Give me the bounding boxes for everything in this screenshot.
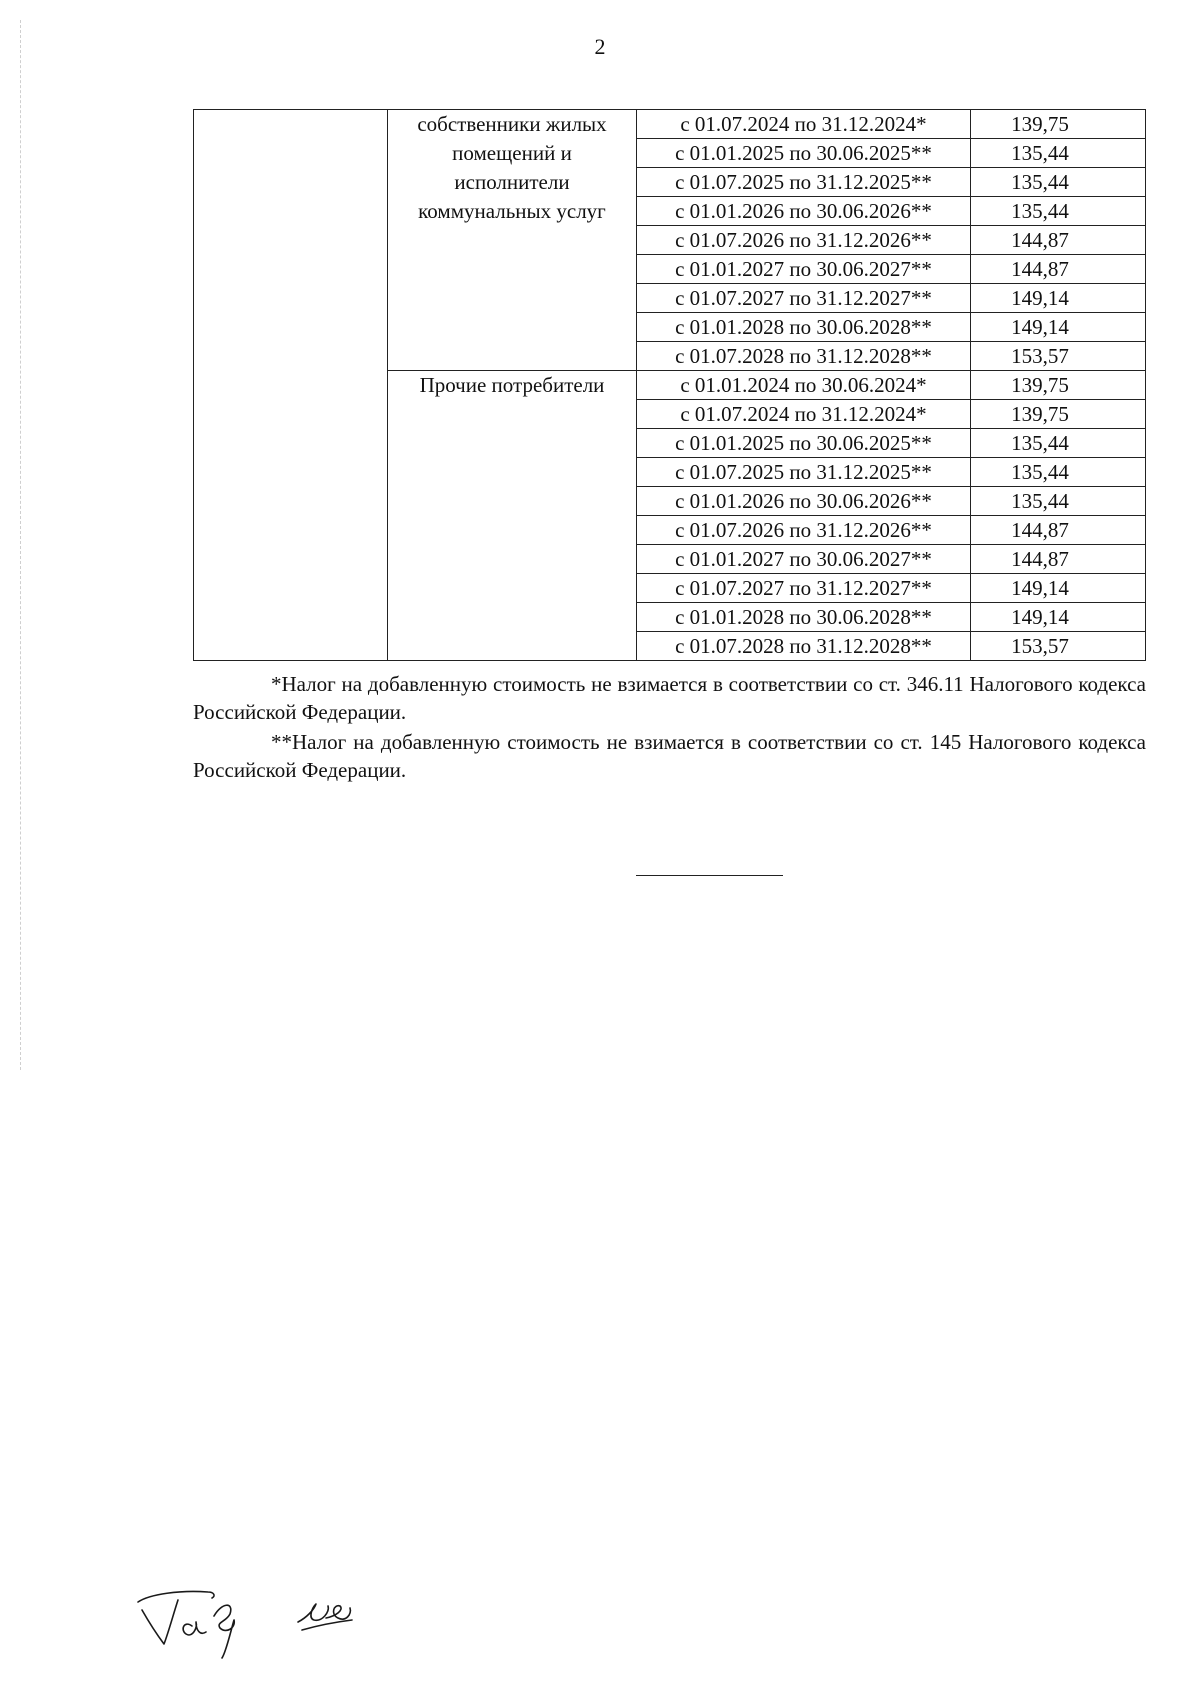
scan-margin-marks — [20, 20, 23, 1070]
period-cell: с 01.07.2028 по 31.12.2028** — [637, 632, 971, 661]
period-cell: с 01.07.2025 по 31.12.2025** — [637, 168, 971, 197]
consumer-group-cell: Прочие потребители — [388, 371, 637, 661]
period-cell: с 01.01.2026 по 30.06.2026** — [637, 487, 971, 516]
period-cell: с 01.07.2027 по 31.12.2027** — [637, 284, 971, 313]
tariff-value-cell: 135,44 — [971, 168, 1146, 197]
period-cell: с 01.01.2024 по 30.06.2024* — [637, 371, 971, 400]
tariff-value-cell: 144,87 — [971, 226, 1146, 255]
period-cell: с 01.07.2026 по 31.12.2026** — [637, 226, 971, 255]
period-cell: с 01.07.2026 по 31.12.2026** — [637, 516, 971, 545]
tariff-value-cell: 144,87 — [971, 255, 1146, 284]
tariff-table — [193, 109, 1146, 661]
empty-cell — [194, 110, 388, 661]
consumer-group-cell: собственники жилых помещений и исполнители коммунальных услуг — [388, 110, 637, 371]
page-number: 2 — [594, 34, 606, 59]
period-cell: с 01.01.2025 по 30.06.2025** — [637, 139, 971, 168]
period-cell: с 01.01.2028 по 30.06.2028** — [637, 603, 971, 632]
tariff-value-cell: 149,14 — [971, 313, 1146, 342]
tariff-value-cell: 139,75 — [971, 371, 1146, 400]
tariff-value-cell: 153,57 — [971, 342, 1146, 371]
tariff-value-cell: 149,14 — [971, 603, 1146, 632]
table-row — [194, 110, 1146, 139]
tariff-value-cell: 135,44 — [971, 139, 1146, 168]
tariff-value-cell: 149,14 — [971, 574, 1146, 603]
period-cell: с 01.01.2028 по 30.06.2028** — [637, 313, 971, 342]
period-cell: с 01.07.2028 по 31.12.2028** — [637, 342, 971, 371]
tariff-value-cell: 144,87 — [971, 516, 1146, 545]
period-cell: с 01.07.2025 по 31.12.2025** — [637, 458, 971, 487]
period-cell: с 01.01.2027 по 30.06.2027** — [637, 255, 971, 284]
signature-icon — [130, 1572, 390, 1662]
period-cell: с 01.01.2027 по 30.06.2027** — [637, 545, 971, 574]
tariff-value-cell: 135,44 — [971, 487, 1146, 516]
tariff-value-cell: 153,57 — [971, 632, 1146, 661]
footnote-vat-145: **Налог на добавленную стоимость не взимается в соответствии со ст. 145 Налогового кодекса Российской Федерации. — [193, 730, 1146, 782]
tariff-value-cell: 139,75 — [971, 110, 1146, 139]
handwritten-signature — [130, 1572, 390, 1662]
period-cell: с 01.07.2024 по 31.12.2024* — [637, 110, 971, 139]
tariff-value-cell: 139,75 — [971, 400, 1146, 429]
tariff-value-cell: 149,14 — [971, 284, 1146, 313]
footnote-vat-346-11: *Налог на добавленную стоимость не взимается в соответствии со ст. 346.11 Налогового кодекса Российской Федерации. — [193, 672, 1146, 724]
end-separator-line — [636, 875, 783, 876]
period-cell: с 01.07.2027 по 31.12.2027** — [637, 574, 971, 603]
tariff-table-body — [194, 110, 1146, 661]
period-cell: с 01.01.2025 по 30.06.2025** — [637, 429, 971, 458]
tariff-value-cell: 135,44 — [971, 458, 1146, 487]
tariff-value-cell: 135,44 — [971, 197, 1146, 226]
period-cell: с 01.01.2026 по 30.06.2026** — [637, 197, 971, 226]
tariff-value-cell: 135,44 — [971, 429, 1146, 458]
period-cell: с 01.07.2024 по 31.12.2024* — [637, 400, 971, 429]
tariff-value-cell: 144,87 — [971, 545, 1146, 574]
